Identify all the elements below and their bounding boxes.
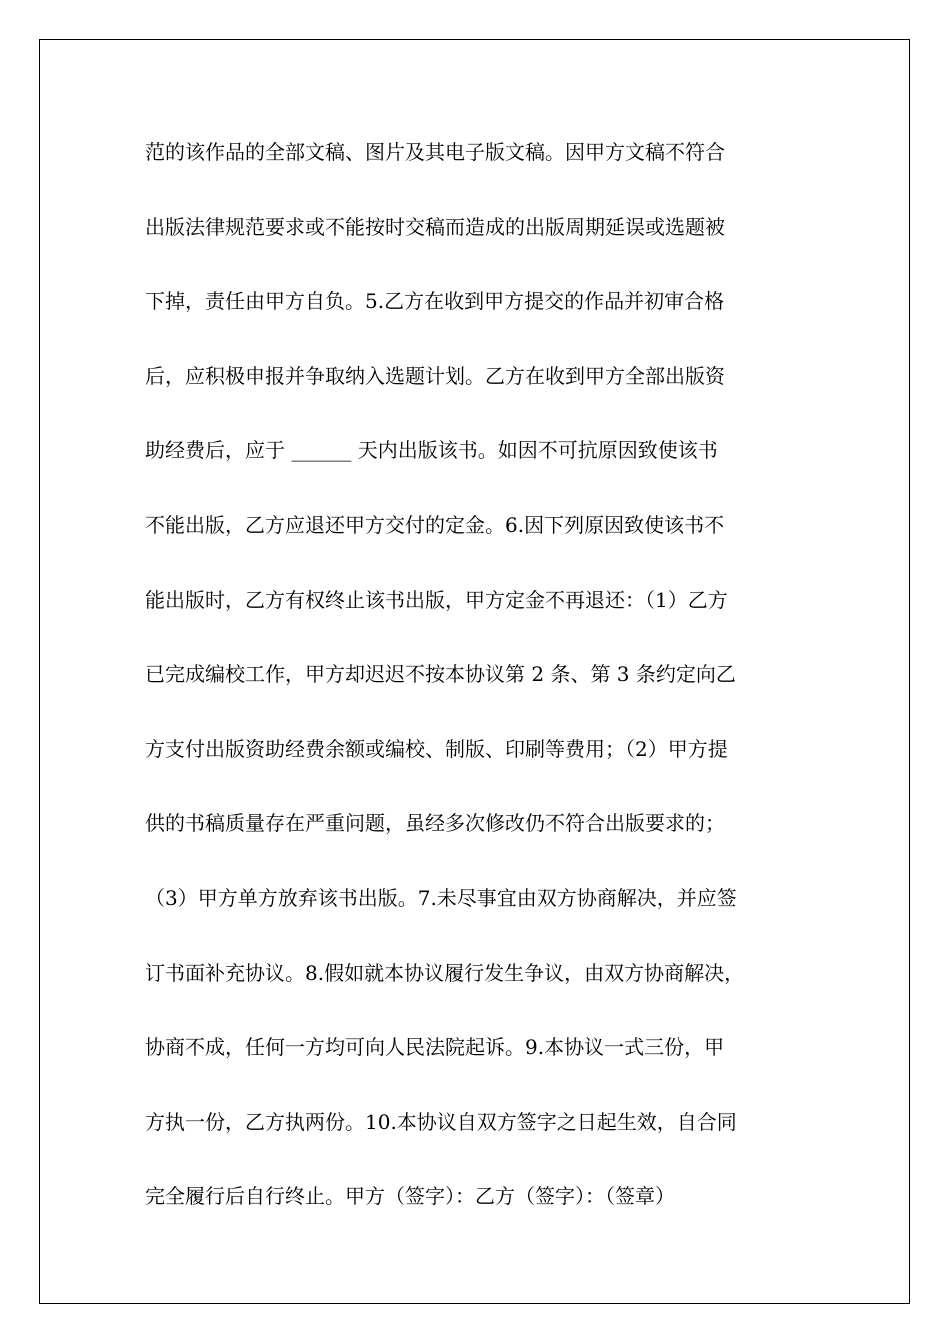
text-line: 不能出版，乙方应退还甲方交付的定金。6.因下列原因致使该书不 — [145, 512, 725, 537]
text-line: 能出版时，乙方有权终止该书出版，甲方定金不再退还：（1）乙方 — [145, 587, 728, 612]
text-line: 下掉，责任由甲方自负。5.乙方在收到甲方提交的作品并初审合格 — [145, 289, 725, 314]
agreement-body-text — [145, 120, 815, 1239]
text-line: 范的该作品的全部文稿、图片及其电子版文稿。因甲方文稿不符合 — [145, 140, 725, 164]
text-line: （3）甲方单方放弃该书出版。7.未尽事宜由双方协商解决，并应签 — [145, 885, 737, 910]
text-line: 已完成编校工作，甲方却迟迟不按本协议第 2 条、第 3 条约定向乙 — [145, 662, 736, 687]
text-line: 方支付出版资助经费余额或编校、制版、印刷等费用；（2）甲方提 — [145, 736, 728, 761]
text-line: 订书面补充协议。8.假如就本协议履行发生争议，由双方协商解决， — [145, 960, 745, 985]
text-line: 协商不成，任何一方均可向人民法院起诉。9.本协议一式三份，甲 — [145, 1035, 725, 1060]
text-line: 供的书稿质量存在严重问题，虽经多次修改仍不符合出版要求的； — [145, 811, 725, 836]
text-line: 出版法律规范要求或不能按时交稿而造成的出版周期延误或选题被 — [145, 214, 725, 239]
text-line: 方执一份，乙方执两份。10.本协议自双方签字之日起生效，自合同 — [145, 1109, 737, 1134]
text-line: 后，应积极申报并争取纳入选题计划。乙方在收到甲方全部出版资 — [145, 363, 725, 388]
text-line: 助经费后，应于 ______ 天内出版该书。如因不可抗原因致使该书 — [145, 438, 718, 463]
text-line: 完全履行后自行终止。甲方（签字）：乙方（签字）：（签章） — [145, 1184, 675, 1209]
